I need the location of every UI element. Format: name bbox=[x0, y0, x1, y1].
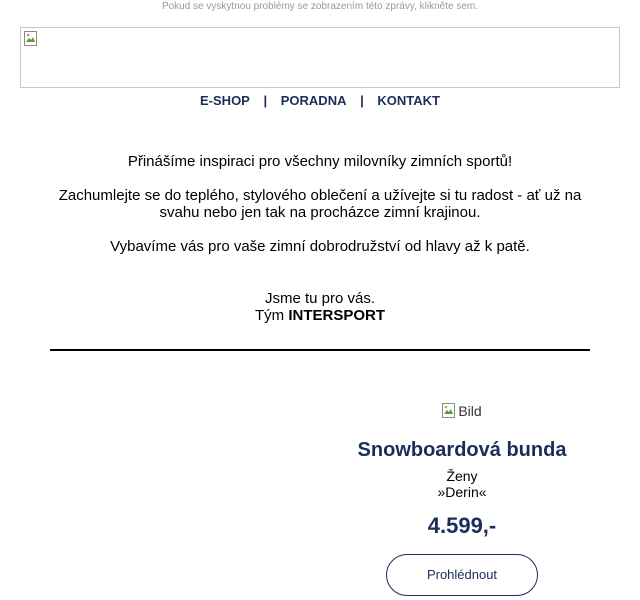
nav-kontakt[interactable]: KONTAKT bbox=[377, 93, 440, 108]
product-image-alt: Bild bbox=[458, 403, 482, 419]
product-price: 4.599,- bbox=[427, 513, 497, 538]
broken-image-icon bbox=[442, 403, 456, 419]
signature bbox=[50, 290, 590, 324]
signature-line-2 bbox=[50, 307, 590, 324]
section-divider bbox=[50, 349, 590, 351]
view-product-button[interactable]: Prohlédnout bbox=[386, 554, 538, 596]
preheader-link[interactable]: Pokud se vyskytnou problémy se zobrazením této zprávy, klikněte sem. bbox=[161, 1, 479, 12]
main-nav bbox=[20, 93, 620, 108]
intro-paragraph-2: Zachumlejte se do teplého, stylového oblečení a užívejte si tu radost - ať už na svahu nebo jen tak na procházce zimní krajinou. bbox=[58, 187, 582, 221]
broken-image-icon bbox=[24, 31, 38, 47]
nav-poradna[interactable]: PORADNA bbox=[280, 93, 347, 108]
signature-line-1: Jsme tu pro vás. bbox=[264, 290, 376, 307]
product-image[interactable] bbox=[442, 403, 481, 419]
product-model: »Derin« bbox=[437, 484, 487, 500]
email-body bbox=[20, 19, 620, 600]
product-gender: Ženy bbox=[446, 468, 478, 484]
nav-eshop[interactable]: E-SHOP bbox=[200, 93, 250, 108]
nav-separator: | bbox=[360, 93, 364, 108]
nav-separator: | bbox=[263, 93, 268, 108]
brand-name: INTERSPORT bbox=[288, 307, 386, 324]
logo-image-placeholder[interactable] bbox=[20, 27, 620, 88]
preheader bbox=[0, 1, 640, 12]
product-card bbox=[342, 403, 582, 596]
signature-prefix: Tým bbox=[254, 307, 285, 324]
intro-paragraph-3: Vybavíme vás pro vaše zimní dobrodružství od hlavy až k patě. bbox=[110, 238, 530, 255]
intro-paragraph-1: Přinášíme inspiraci pro všechny milovníky zimních sportů! bbox=[127, 153, 513, 170]
intro-text bbox=[50, 153, 590, 272]
product-name: Snowboardová bunda bbox=[357, 439, 567, 461]
